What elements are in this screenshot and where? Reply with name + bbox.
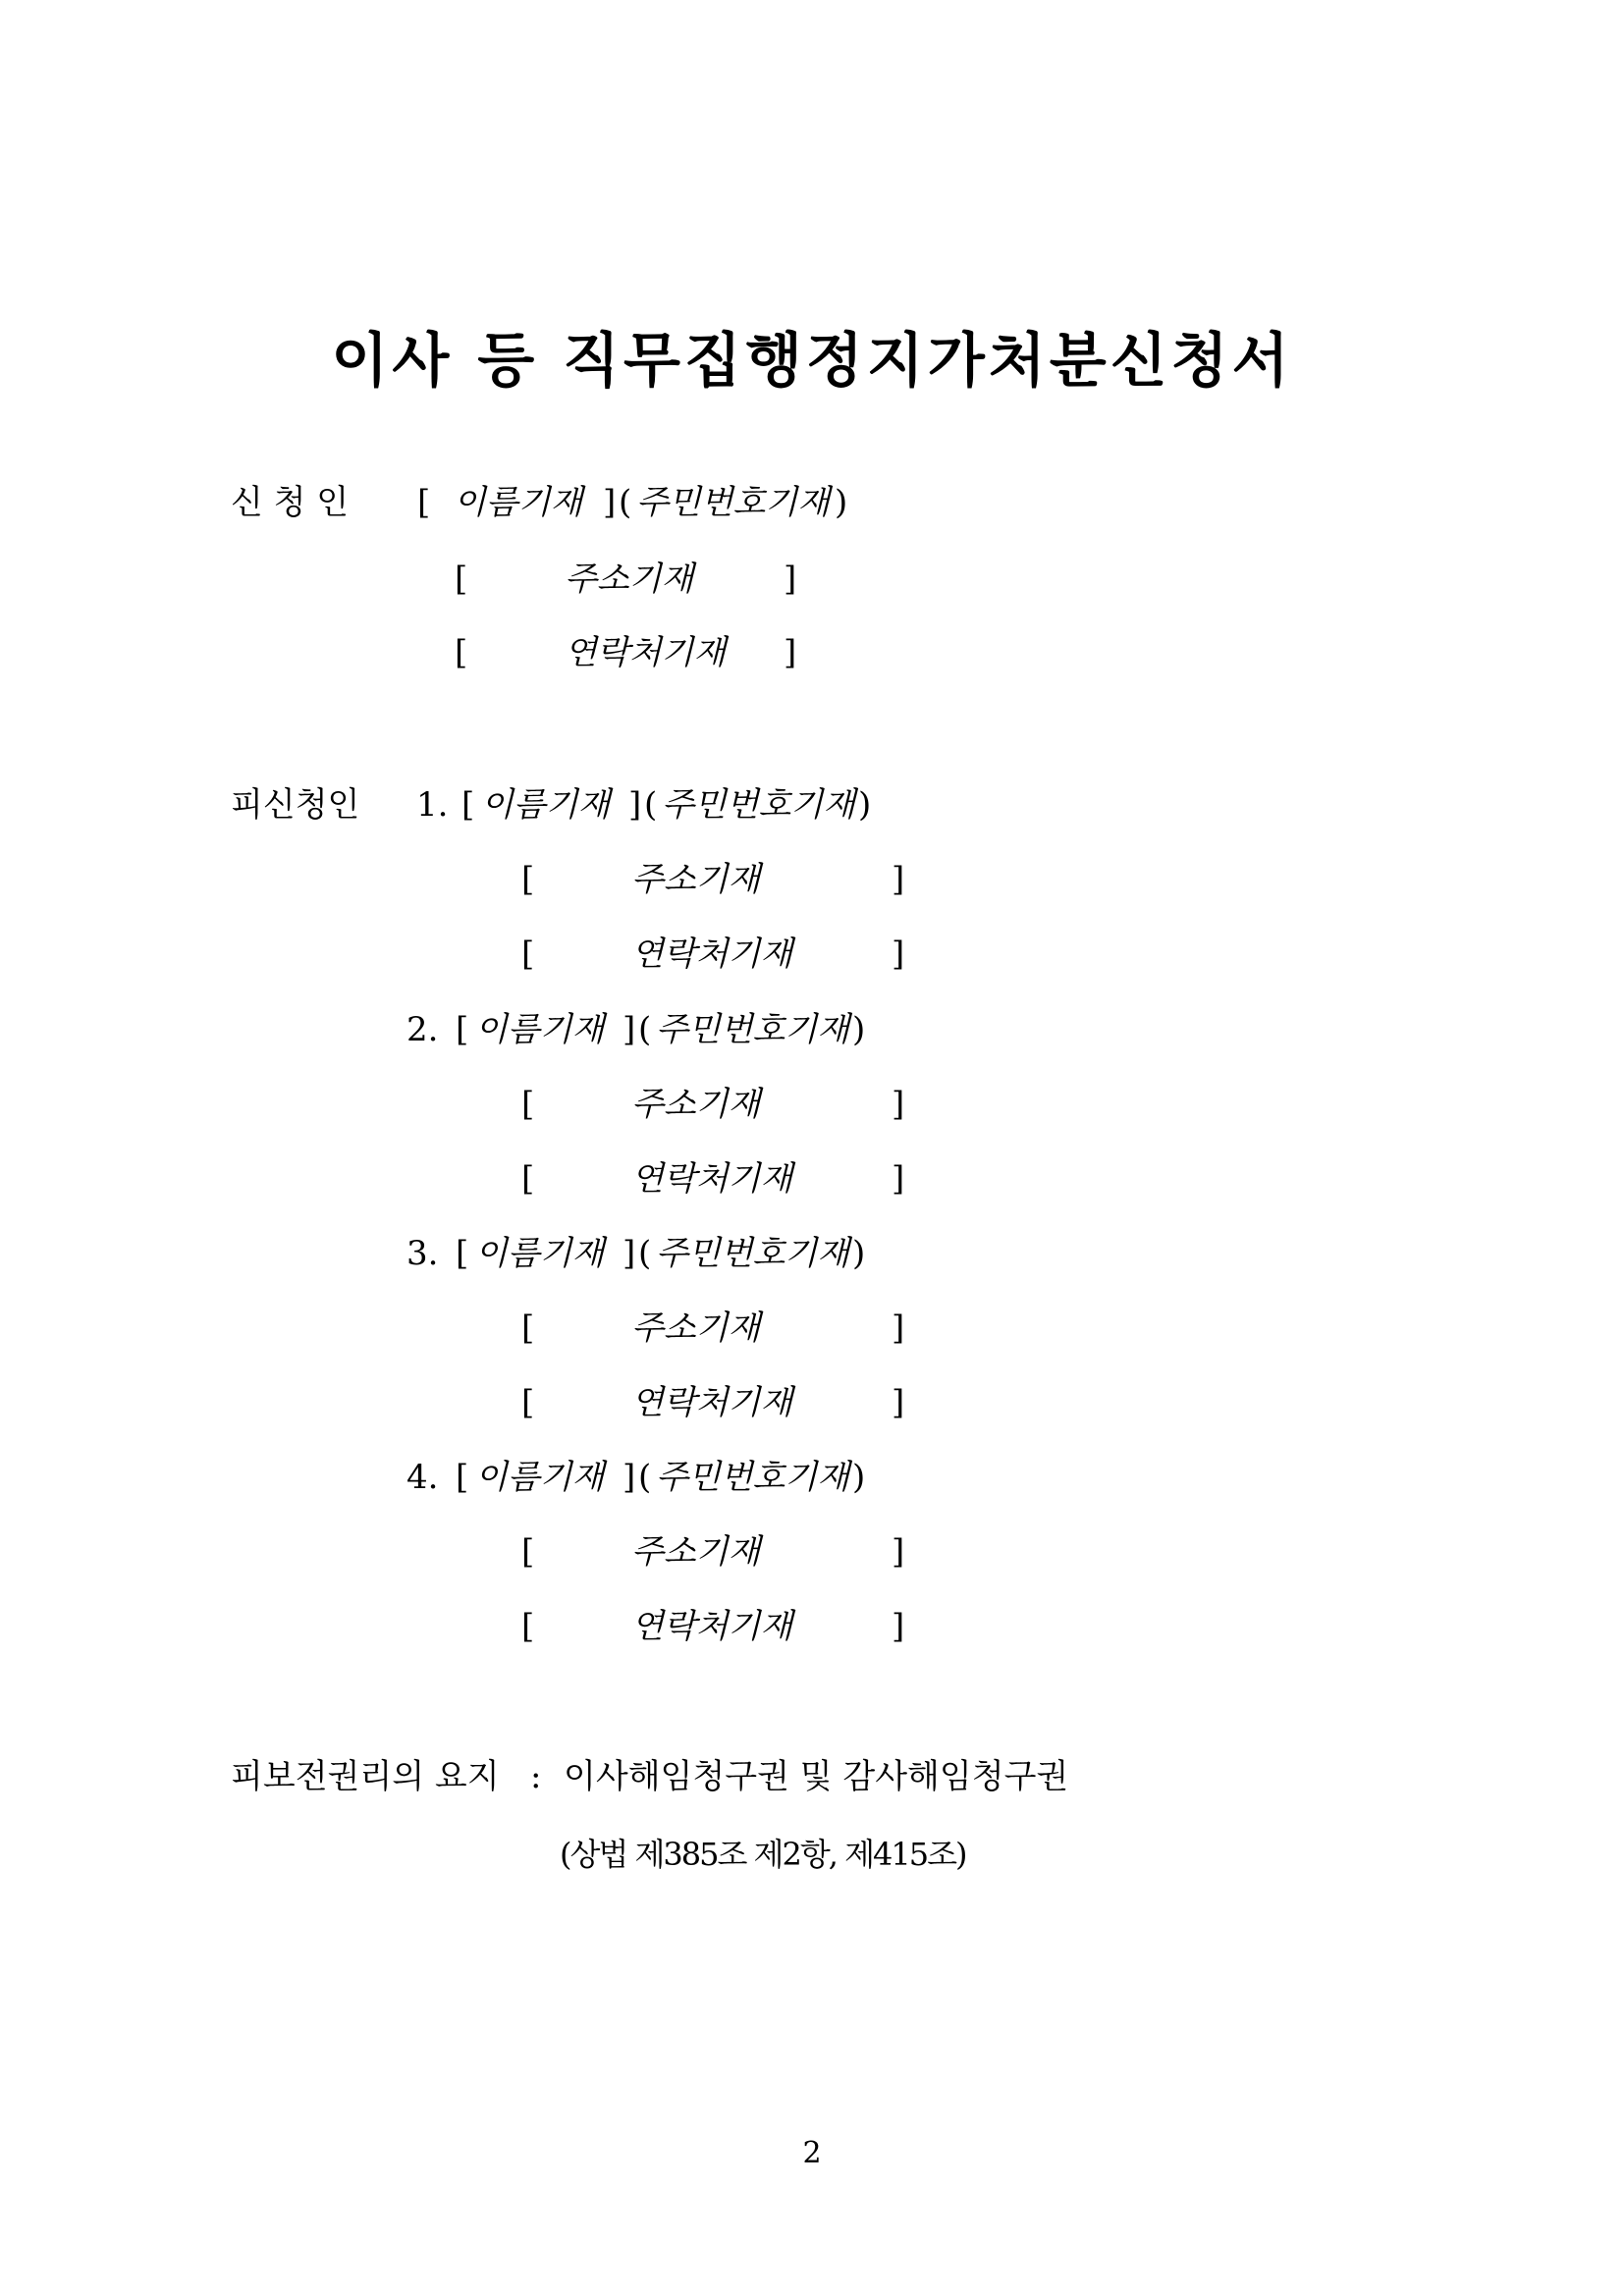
applicant-label: 신 청 인 — [231, 483, 350, 522]
respondent-name-bracket-close: ] — [623, 1234, 636, 1273]
respondent-contact-bracket-close: ] — [892, 1607, 905, 1646]
respondent-id-paren-close: ) — [852, 1458, 866, 1497]
applicant-id: 주민번호기재 — [636, 483, 831, 522]
respondent-contact-bracket-open: [ — [521, 1383, 535, 1422]
respondent-address-bracket-close: ] — [892, 1085, 905, 1124]
respondent-id-paren-open: ( — [638, 1458, 652, 1497]
respondent-name-bracket-close: ] — [623, 1010, 636, 1049]
respondent-contact-bracket-close: ] — [892, 934, 905, 974]
respondent-contact-bracket-open: [ — [521, 934, 535, 974]
page-number: 2 — [802, 2136, 822, 2170]
respondent-address: 주소기재 — [631, 1085, 761, 1124]
respondent-id: 주민번호기재 — [656, 1234, 850, 1273]
respondent-name-bracket-open: [ — [461, 785, 475, 825]
respondent-contact: 연락처기재 — [631, 934, 793, 974]
respondent-name-bracket-close: ] — [628, 785, 642, 825]
respondent-contact-bracket-open: [ — [521, 1607, 535, 1646]
respondent-contact: 연락처기재 — [631, 1383, 793, 1422]
respondent-name-bracket-open: [ — [456, 1458, 469, 1497]
respondent-address-bracket-open: [ — [521, 860, 535, 899]
respondent-id-paren-close: ) — [852, 1234, 866, 1273]
applicant-address: 주소기재 — [565, 560, 694, 599]
document-title: 이사 등 직무집행정지가처분신청서 — [331, 327, 1293, 396]
applicant-name-bracket-open: [ — [417, 483, 431, 522]
respondent-name-bracket-open: [ — [456, 1234, 469, 1273]
respondent-id-paren-open: ( — [638, 1234, 652, 1273]
respondent-address-bracket-open: [ — [521, 1085, 535, 1124]
applicant-id-paren-open: ( — [619, 483, 632, 522]
respondent-id-paren-close: ) — [858, 785, 872, 825]
respondent-id-paren-close: ) — [852, 1010, 866, 1049]
respondent-address: 주소기재 — [631, 1532, 761, 1572]
respondent-address-bracket-close: ] — [892, 860, 905, 899]
respondent-id-paren-open: ( — [638, 1010, 652, 1049]
respondent-address-bracket-close: ] — [892, 1308, 905, 1348]
respondent-number: 1. — [416, 785, 449, 825]
protected-right-separator: : — [530, 1757, 542, 1796]
respondent-name-bracket-open: [ — [456, 1010, 469, 1049]
respondent-name: 이름기재 — [475, 1010, 605, 1049]
respondent-address-bracket-open: [ — [521, 1532, 535, 1572]
respondent-number: 3. — [406, 1234, 439, 1273]
respondent-address: 주소기재 — [631, 1308, 761, 1348]
respondent-contact: 연락처기재 — [631, 1159, 793, 1199]
respondent-contact-bracket-close: ] — [892, 1383, 905, 1422]
respondent-name: 이름기재 — [475, 1234, 605, 1273]
applicant-contact-bracket-open: [ — [455, 633, 468, 672]
applicant-address-bracket-close: ] — [784, 560, 797, 599]
respondent-contact-bracket-open: [ — [521, 1159, 535, 1199]
applicant-contact-bracket-close: ] — [784, 633, 797, 672]
respondent-name: 이름기재 — [475, 1458, 605, 1497]
respondents-label: 피신청인 — [231, 785, 360, 825]
applicant-address-bracket-open: [ — [455, 560, 468, 599]
respondent-id: 주민번호기재 — [662, 785, 856, 825]
applicant-id-paren-close: ) — [835, 483, 848, 522]
applicant-name-bracket-close: ] — [603, 483, 617, 522]
respondent-name-bracket-close: ] — [623, 1458, 636, 1497]
respondent-contact-bracket-close: ] — [892, 1159, 905, 1199]
respondent-name: 이름기재 — [481, 785, 611, 825]
applicant-name: 이름기재 — [454, 483, 583, 522]
respondent-id: 주민번호기재 — [656, 1458, 850, 1497]
respondent-number: 2. — [406, 1010, 439, 1049]
protected-right-text: 이사해임청구권 및 감사해임청구권 — [564, 1757, 1069, 1796]
respondent-number: 4. — [406, 1458, 439, 1497]
respondent-id: 주민번호기재 — [656, 1010, 850, 1049]
respondent-address: 주소기재 — [631, 860, 761, 899]
legal-basis: (상법 제385조 제2항, 제415조) — [560, 1836, 966, 1873]
protected-right-label: 피보전권리의 요지 — [231, 1757, 500, 1796]
respondent-id-paren-open: ( — [644, 785, 658, 825]
respondent-contact: 연락처기재 — [631, 1607, 793, 1646]
applicant-contact: 연락처기재 — [565, 633, 727, 672]
respondent-address-bracket-close: ] — [892, 1532, 905, 1572]
respondent-address-bracket-open: [ — [521, 1308, 535, 1348]
